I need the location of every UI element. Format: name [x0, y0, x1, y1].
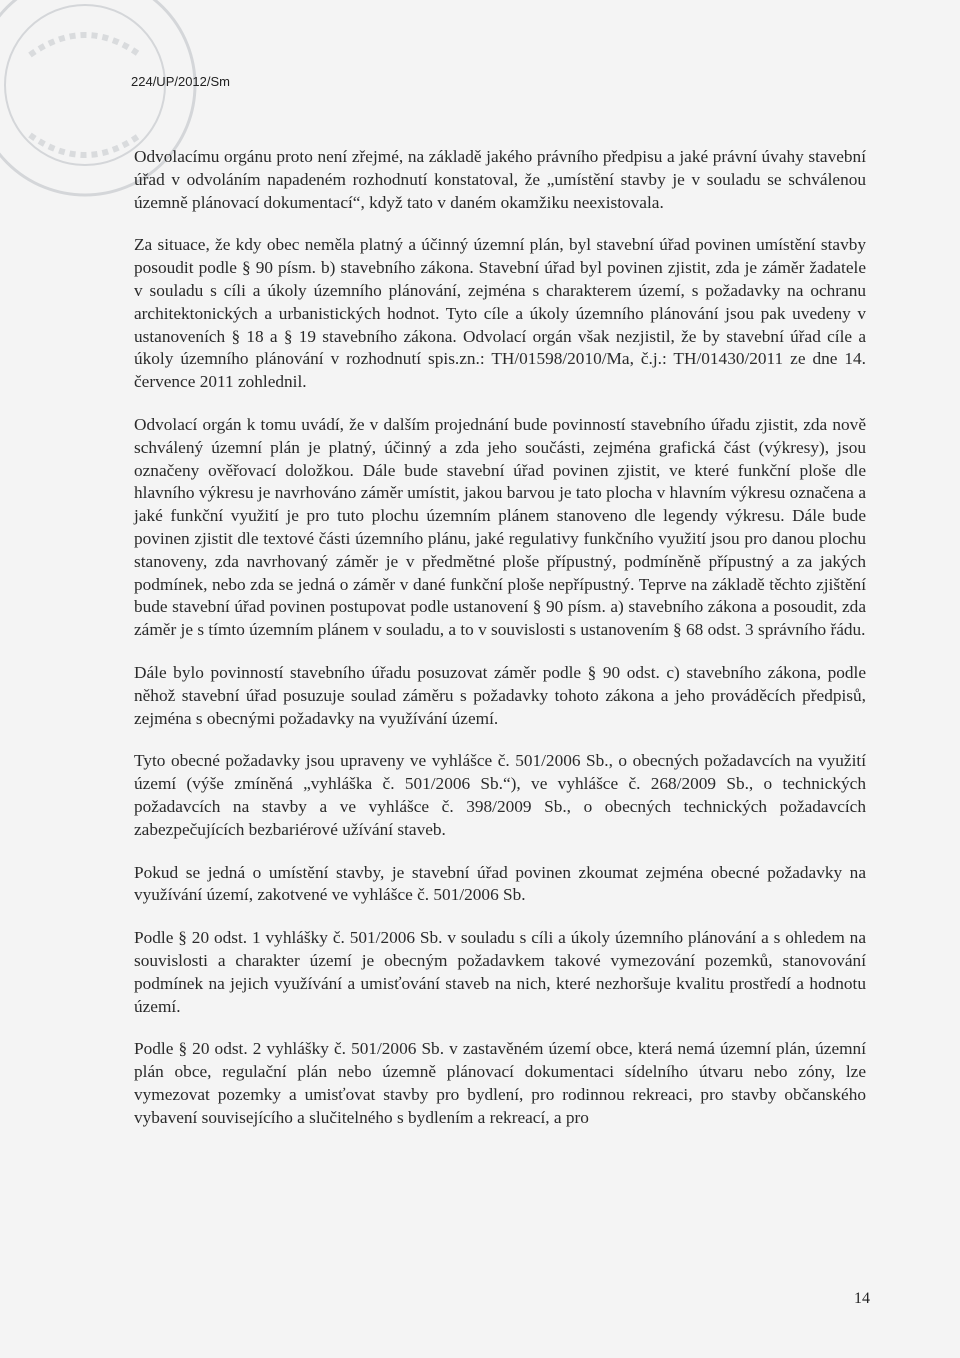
paragraph: Za situace, že kdy obec neměla platný a účinný územní plán, byl stavební úřad povinen umístění stavby posoudit podle § 90 písm. b) stavebního zákona. Stavební úřad byl povinen zjistit, zda je záměr žadatele v souladu s cíli a úkoly územního plánování, zejména s charakterem území, s požadavky na ochranu architektonických a urbanistických hodnot. Tyto cíle a úkoly územního plánování jsou pak uvedeny v ustanoveních § 18 a § 19 stavebního zákona. Odvolací orgán však nezjistil, že by stavební úřad cíle a úkoly územního plánování v rozhodnutí spis.zn.: TH/01598/2010/Ma, č.j.: TH/01430/2011 ze dne 14. července 2011 zohlednil. — [134, 235, 866, 392]
paragraph: Podle § 20 odst. 2 vyhlášky č. 501/2006 Sb. v zastavěném území obce, která nemá územní plán, územní plán obce, regulační plán nebo územně plánovací dokumentaci sídelního útvaru nebo zóny, lze vymezovat pozemky a umisťovat stavby pro bydlení, pro rodinnou rekreaci, pro stavby občanského vybavení souvisejícího a slučitelného s bydlením a rekreací, a pro — [134, 1039, 866, 1127]
page-number: 14 — [854, 1290, 870, 1307]
paragraph: Dále bylo povinností stavebního úřadu posuzovat záměr podle § 90 odst. c) stavebního zákona, podle něhož stavební úřad posuzuje soulad záměru s požadavky tohoto zákona a jeho prováděcích předpisů, zejména s obecnými požadavky na využívání území. — [134, 662, 866, 728]
document-body — [134, 146, 866, 1149]
paragraph: Pokud se jedná o umístění stavby, je stavební úřad povinen zkoumat zejména obecné požadavky na využívání území, zakotvené ve vyhlášce č. 501/2006 Sb. — [134, 862, 866, 905]
paragraph: Podle § 20 odst. 1 vyhlášky č. 501/2006 Sb. v souladu s cíli a úkoly územního plánování a s ohledem na souvislosti a charakter území je obecným požadavkem takové vymezování pozemků, stanovování podmínek na jejich využívání a umisťování staveb na nich, které nezhoršuje kvalitu prostředí a hodnotu území. — [134, 928, 866, 1016]
paragraph: Odvolací orgán k tomu uvádí, že v dalším projednání bude povinností stavebního úřadu zjistit, zda nově schválený územní plán je platný, účinný a zda jeho součásti, zejména grafická část (výkresy), jsou označeny ověřovací doložkou. Dále bude stavební úřad povinen zjistit, ve které funkční ploše dle hlavního výkresu je navrhováno záměr umístit, jakou barvou je tato plocha v hlavním výkresu označena a jaké funkční využití je pro tuto plochu územním plánem stanoveno dle legendy výkresu. Dále bude povinen zjistit dle textové části územního plánu, jaké regulativy funkčního využití jsou pro danou plochu stanoveny, zda navrhovaný záměr je v předmětné ploše přípustný, podmíněně přípustný a za jakých podmínek, nebo zda se jedná o záměr v dané funkční ploše nepřípustný. Teprve na základě těchto zjištění bude stavební úřad povinen postupovat podle ustanovení § 90 písm. a) stavebního zákona a posoudit, zda záměr je s tímto územním plánem v souladu, a to v souvislosti s ustanovením § 68 odst. 3 správního řádu. — [134, 414, 866, 640]
reference-number: 224/UP/2012/Sm — [131, 74, 231, 89]
paragraph: Odvolacímu orgánu proto není zřejmé, na základě jakého právního předpisu a jaké právní úvahy stavební úřad v odvoláním napadeném rozhodnutí konstatoval, že „umístění stavby je v souladu se schválenou územně plánovací dokumentací“, když tato v daném okamžiku neexistovala. — [134, 147, 866, 212]
paragraph: Tyto obecné požadavky jsou upraveny ve vyhlášce č. 501/2006 Sb., o obecných požadavcích na využití území (výše zmíněná „vyhláška č. 501/2006 Sb.“), ve vyhlášce č. 268/2009 Sb., o technických požadavcích na stavby a ve vyhlášce č. 398/2009 Sb., o obecných technických požadavcích zabezpečujících bezbariérové užívání staveb. — [134, 751, 866, 839]
